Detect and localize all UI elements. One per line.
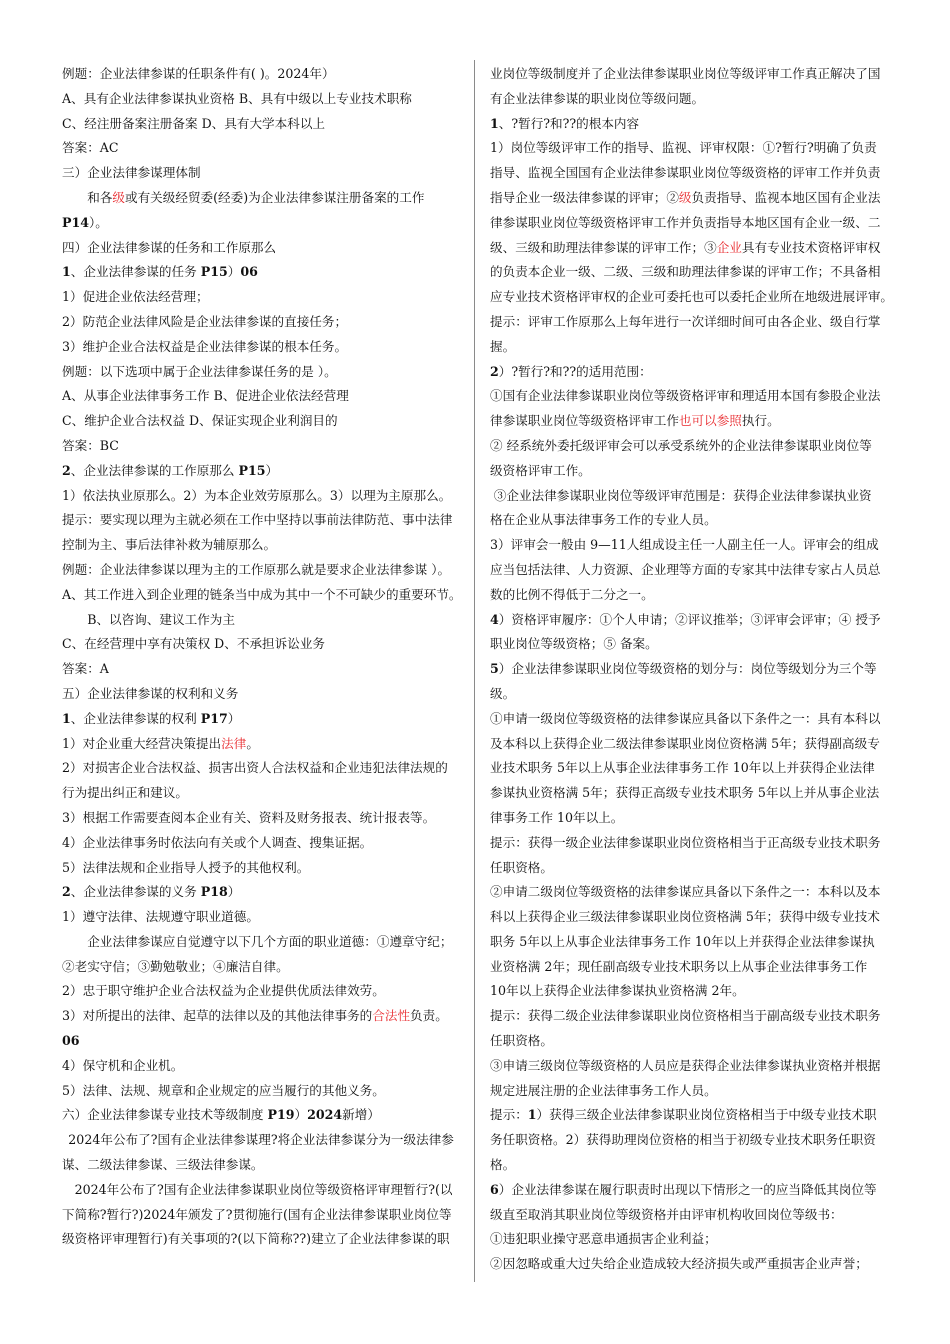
text-line <box>490 558 900 583</box>
highlighted-text: 企业 <box>716 239 742 255</box>
text-segment: 四）企业法律参谋的任务和工作原那么 <box>62 239 277 255</box>
text-segment: ）企业法律参谋在履行职责时出现以下情形之一的应当降低其岗位等 <box>498 1181 877 1197</box>
text-segment: 1 <box>62 264 71 280</box>
text-segment: 企业法律参谋应自觉遵守以下几个方面的职业道德：①遵章守纪； <box>87 933 453 949</box>
text-segment: 4）保守机和企业机。 <box>62 1057 184 1073</box>
text-segment: 及本科以上获得企业二级法律参谋职业岗位资格满 5年；获得副高级专 <box>490 735 880 751</box>
text-segment: 2）对损害企业合法权益、损害出资人合法权益和企业违犯法律法规的 <box>62 760 448 776</box>
text-line <box>490 955 900 980</box>
text-segment: 、企业法律参谋的任务 <box>70 264 201 280</box>
text-line <box>490 905 900 930</box>
text-segment: 4）企业法律事务时依法向有关或个人调查、搜集证据。 <box>62 834 373 850</box>
text-segment: A、其工作进入到企业理的链条当中成为其中一个不可缺少的重要环节。 <box>62 586 462 602</box>
text-line <box>62 87 470 112</box>
text-line <box>490 608 900 633</box>
text-segment: 行为提出纠正和建议。 <box>62 785 188 801</box>
text-segment: 律参谋职业岗位等级资格评审工作 <box>490 413 679 429</box>
text-segment: 格。 <box>490 1157 516 1173</box>
text-line <box>490 484 900 509</box>
text-line <box>62 260 470 285</box>
text-line <box>62 186 470 211</box>
text-segment: C、在经营理中享有决策权 D、不承担诉讼业务 <box>62 636 326 652</box>
text-line <box>62 533 470 558</box>
text-segment: C、维护企业合法权益 D、保证实现企业利润目的 <box>62 413 338 429</box>
text-segment: ） <box>265 462 279 478</box>
text-line <box>62 880 470 905</box>
text-line <box>62 905 470 930</box>
text-line <box>490 533 900 558</box>
text-segment: ② 经系统外委托级评审会可以承受系统外的企业法律参谋职业岗位等 <box>490 437 872 453</box>
text-segment: 3）根据工作需要查阅本企业有关、资料及财务报表、统计报表等。 <box>62 809 436 825</box>
text-segment: 指导企业一级法律参谋的评审；② <box>490 189 679 205</box>
text-line <box>62 1178 470 1203</box>
text-segment: ②申请二级岗位等级资格的法律参谋应具备以下条件之一：本科以及本 <box>490 884 881 900</box>
text-line <box>62 1203 470 1228</box>
text-segment: 业岗位等级制度并了企业法律参谋职业岗位等级评审工作真正解决了国 <box>490 66 881 81</box>
text-segment: 执行。 <box>741 413 780 429</box>
text-segment: 10年以上获得企业法律参谋执业资格满 2年。 <box>490 983 745 999</box>
text-segment: P15 <box>200 264 228 280</box>
text-segment: 数的比例不得低于二分之一。 <box>490 586 654 602</box>
text-line <box>62 1054 470 1079</box>
text-segment: ③申请三级岗位等级资格的人员应是获得企业法律参谋执业资格并根据 <box>490 1057 881 1073</box>
text-line <box>490 1203 900 1228</box>
text-line <box>490 508 900 533</box>
text-line <box>62 756 470 781</box>
text-segment: 答案：AC <box>62 140 119 156</box>
text-line <box>490 1079 900 1104</box>
text-segment: 、企业法律参谋的权利 <box>70 710 201 726</box>
text-segment: 6 <box>490 1181 499 1197</box>
column-divider <box>474 60 475 1282</box>
text-segment: 应专业技术资格评审权的企业可委托也可以委托企业所在地级进展评审。 <box>490 289 893 305</box>
text-segment: 负责。 <box>410 1008 448 1024</box>
text-segment: P19 <box>267 1107 295 1123</box>
text-line <box>490 1252 900 1277</box>
text-segment: 答案：BC <box>62 437 119 453</box>
text-segment: 例题：以下选项中属于企业法律参谋任务的是 ）。 <box>62 363 337 379</box>
text-line <box>490 707 900 732</box>
text-segment: P15 <box>238 462 266 478</box>
left-text-column <box>62 62 470 1252</box>
text-segment: 06 <box>62 1033 80 1049</box>
text-segment: 六）企业法律参谋专业技术等级制度 <box>62 1107 268 1123</box>
text-segment: 4 <box>490 611 499 627</box>
text-segment: 职务 5年以上从事企业法律事务工作 10年以上并获得企业法律参谋执 <box>490 933 875 949</box>
text-segment: 。 <box>246 735 259 751</box>
text-line <box>62 310 470 335</box>
text-segment: 06 <box>240 264 258 280</box>
text-segment: 2024年公布了?国有企业法律参谋职业岗位等级资格评审理暂行?(以 <box>74 1181 453 1197</box>
text-line <box>62 335 470 360</box>
text-line <box>490 136 900 161</box>
text-segment: ②老实守信；③勤勉敬业；④廉洁自律。 <box>62 958 289 974</box>
text-segment: 五）企业法律参谋的权利和义务 <box>62 685 239 701</box>
text-line <box>62 856 470 881</box>
text-segment: 2 <box>62 462 71 478</box>
text-segment: ①违犯职业操守恶意串通损害企业利益； <box>490 1231 717 1247</box>
text-line <box>490 732 900 757</box>
text-line <box>62 1128 470 1153</box>
text-segment: ） <box>227 884 241 900</box>
highlighted-text: 级 <box>678 189 692 205</box>
text-segment: 的负责本企业一级、二级、三级和助理法律参谋的评审工作；不具备相 <box>490 264 881 280</box>
text-segment: 、企业法律参谋的工作原那么 <box>70 462 239 478</box>
text-line <box>490 657 900 682</box>
text-segment: 例题：企业法律参谋以理为主的工作原那么就是要求企业法律参谋 ）。 <box>62 561 451 577</box>
text-segment: 提示： <box>490 1107 528 1123</box>
text-segment: 级资格评审理暂行)有关事项的?(以下简称??)建立了企业法律参谋的职 <box>62 1231 450 1247</box>
text-segment: 规定进展注册的企业法律事务工作人员。 <box>490 1082 717 1098</box>
text-segment: 任职资格。 <box>490 859 553 875</box>
text-line <box>490 112 900 137</box>
text-segment: 握。 <box>490 338 516 354</box>
text-line <box>62 285 470 310</box>
text-line <box>62 434 470 459</box>
text-line <box>490 161 900 186</box>
text-segment: ②因忽略或重大过失给企业造成较大经济损失或严重损害企业声誉； <box>490 1256 868 1272</box>
text-segment: 1）对企业重大经营决策提出 <box>62 735 222 751</box>
highlighted-text: 也可以参照 <box>678 413 742 429</box>
text-line <box>62 583 470 608</box>
text-line <box>62 558 470 583</box>
text-line <box>62 806 470 831</box>
text-segment: 提示：获得二级企业法律参谋职业岗位资格相当于副高级专业技术职务 <box>490 1008 881 1024</box>
text-line <box>490 236 900 261</box>
text-segment: 控制为主、事后法律补救为辅原那么。 <box>62 537 277 553</box>
text-segment: 3）评审会一般由 9—11人组成设主任一人副主任一人。评审会的组成 <box>490 537 879 553</box>
text-segment: ）企业法律参谋职业岗位等级资格的划分与：岗位等级划分为三个等 <box>498 661 877 677</box>
text-line <box>490 1103 900 1128</box>
text-segment: 三）企业法律参谋理体制 <box>62 165 201 181</box>
text-segment: 负责指导、监视本地区国有企业法 <box>691 189 881 205</box>
text-segment: 或有关级经贸委(经委)为企业法律参谋注册备案的工作 <box>124 189 425 205</box>
text-line <box>62 1153 470 1178</box>
text-segment: 例题：企业法律参谋的任职条件有( )。2024年） <box>62 66 335 81</box>
text-segment: ③企业法律参谋职业岗位等级评审范围是：获得企业法律参谋执业资 <box>493 487 872 503</box>
text-segment: ） <box>227 264 241 280</box>
text-line <box>490 781 900 806</box>
text-line <box>62 236 470 261</box>
text-segment: 2 <box>62 884 71 900</box>
text-segment: 1 <box>62 710 71 726</box>
text-line <box>490 310 900 335</box>
text-segment: ）。 <box>89 214 108 230</box>
right-text-column <box>490 62 900 1277</box>
text-segment: P17 <box>200 710 228 726</box>
text-segment: 3）维护企业合法权益是企业法律参谋的根本任务。 <box>62 338 348 354</box>
text-line <box>490 856 900 881</box>
text-line <box>490 583 900 608</box>
text-line <box>490 1004 900 1029</box>
text-line <box>62 831 470 856</box>
text-line <box>62 781 470 806</box>
text-segment: 、企业法律参谋的义务 <box>70 884 201 900</box>
text-line <box>62 1103 470 1128</box>
text-segment: 5 <box>490 661 499 677</box>
text-segment: 提示：获得一级企业法律参谋职业岗位资格相当于正高级专业技术职务 <box>490 834 881 850</box>
text-line <box>62 1079 470 1104</box>
text-line <box>490 285 900 310</box>
text-segment: 有企业法律参谋的职业岗位等级问题。 <box>490 90 705 106</box>
text-line <box>490 186 900 211</box>
text-segment: ①申请一级岗位等级资格的法律参谋应具备以下条件之一：具有本科以 <box>490 710 881 726</box>
text-segment: 任职资格。 <box>490 1033 553 1049</box>
text-line <box>490 632 900 657</box>
text-segment: 级、三级和助理法律参谋的评审工作；③ <box>490 239 717 255</box>
text-segment: 2）忠于职守维护企业合法权益为企业提供优质法律效劳。 <box>62 983 385 999</box>
text-segment: 律事务工作 10年以上。 <box>490 809 624 825</box>
text-segment: A、从事企业法律事务工作 B、促进企业依法经营理 <box>62 388 349 404</box>
text-segment: ） <box>227 710 241 726</box>
text-segment: ）资格评审履序：①个人申请；②评议推举；③评审会评审；④ 授予 <box>498 611 881 627</box>
text-line <box>62 1004 470 1029</box>
text-segment: ）?暂行?和??的适用范围： <box>498 363 652 379</box>
text-line <box>490 756 900 781</box>
text-line <box>490 87 900 112</box>
text-line <box>62 1227 470 1252</box>
text-line <box>62 508 470 533</box>
text-segment: 职业岗位等级资格；⑤ 备案。 <box>490 636 658 652</box>
highlighted-text: 法律 <box>221 735 247 751</box>
text-segment: 2）防范企业法律风险是企业法律参谋的直接任务； <box>62 313 348 329</box>
text-segment: 1）岗位等级评审工作的指导、监视、评审权限：①?暂行?明确了负责 <box>490 140 877 156</box>
text-line <box>490 62 900 87</box>
text-line <box>490 831 900 856</box>
text-segment: 2024年公布了?国有企业法律参谋理?将企业法律参谋分为一级法律参 <box>68 1132 454 1148</box>
text-segment: 1）遵守法律、法规遵守职业道德。 <box>62 909 259 925</box>
text-line <box>62 682 470 707</box>
text-line <box>490 1029 900 1054</box>
text-segment: P14 <box>62 214 89 230</box>
text-line <box>62 657 470 682</box>
highlighted-text: 级 <box>112 189 125 205</box>
text-segment: 格在企业从事法律事务工作的专业人员。 <box>490 512 717 528</box>
text-line <box>490 384 900 409</box>
text-segment: ）获得三级企业法律参谋职业岗位资格相当于中级专业技术职 <box>536 1107 877 1123</box>
text-segment: 提示：评审工作原那么上每年进行一次详细时间可由各企业、级自行掌 <box>490 313 881 329</box>
text-line <box>490 434 900 459</box>
text-segment: 下简称?暂行?)2024年颁发了?贯彻施行(国有企业法律参谋职业岗位等 <box>62 1206 452 1222</box>
highlighted-text: 合法性 <box>372 1008 411 1024</box>
text-line <box>62 1029 470 1054</box>
text-line <box>490 682 900 707</box>
text-line <box>62 409 470 434</box>
text-segment: 新增） <box>342 1107 380 1123</box>
text-segment: 3）对所提出的法律、起草的法律以及的其他法律事务的 <box>62 1008 373 1024</box>
text-line <box>490 930 900 955</box>
text-segment: 5）法律法规和企业指导人授予的其他权利。 <box>62 859 310 875</box>
text-line <box>490 260 900 285</box>
text-segment: 科以上获得企业三级法律参谋职业岗位资格满 5年；获得中级专业技术 <box>490 909 880 925</box>
text-line <box>490 1153 900 1178</box>
text-segment: 指导、监视全国国有企业法律参谋职业岗位等级资格的评审工作并负责 <box>490 165 881 181</box>
text-segment: 业技术职务 5年以上从事企业法律事务工作 10年以上并获得企业法律 <box>490 760 875 776</box>
text-line <box>490 1227 900 1252</box>
text-segment: 和各 <box>87 189 113 205</box>
text-line <box>62 632 470 657</box>
text-segment: 参谋执业资格满 5年；获得正高级专业技术职务 5年以上并从事企业法 <box>490 785 880 801</box>
text-line <box>62 707 470 732</box>
text-line <box>62 161 470 186</box>
text-segment: 务任职资格。2）获得助理岗位资格的相当于初级专业技术职务任职资 <box>490 1132 876 1148</box>
text-line <box>490 880 900 905</box>
text-segment: B、以咨询、建议工作为主 <box>87 611 235 627</box>
text-segment: 谋、二级法律参谋、三级法律参谋。 <box>62 1157 264 1173</box>
text-line <box>490 1054 900 1079</box>
text-segment: ①国有企业法律参谋职业岗位等级资格评审和理适用本国有参股企业法 <box>490 388 881 404</box>
text-line <box>62 360 470 385</box>
text-line <box>490 1178 900 1203</box>
text-segment: 律参谋职业岗位等级资格评审工作并负责指导本地区国有企业一级、二 <box>490 214 881 230</box>
text-segment: C、经注册备案注册备案 D、具有大学本科以上 <box>62 115 326 131</box>
text-segment: 1）依法执业原那么。2）为本企业效劳原那么。3）以理为主原那么。 <box>62 487 452 503</box>
text-segment: 应当包括法律、人力资源、企业理等方面的专家其中法律专家占人员总 <box>490 561 881 577</box>
text-segment: 级直至取消其职业岗位等级资格并由评审机构收回岗位等级书： <box>490 1206 843 1222</box>
text-segment: 5）法律、法规、规章和企业规定的应当履行的其他义务。 <box>62 1082 385 1098</box>
text-segment: 2024 <box>307 1107 343 1123</box>
text-segment: ） <box>294 1107 308 1123</box>
text-segment: A、具有企业法律参谋执业资格 B、具有中级以上专业技术职称 <box>62 90 412 106</box>
text-segment: 级。 <box>490 685 516 701</box>
text-segment: 具有专业技术资格评审权 <box>741 239 881 255</box>
text-segment: 1）促进企业依法经营理； <box>62 289 209 305</box>
text-segment: 提示：要实现以理为主就必须在工作中坚持以事前法律防范、事中法律 <box>62 512 453 528</box>
text-segment: P18 <box>200 884 228 900</box>
text-line <box>62 930 470 955</box>
text-segment: 、?暂行?和??的根本内容 <box>498 115 640 131</box>
text-segment: 1 <box>527 1107 537 1123</box>
text-line <box>62 955 470 980</box>
text-line <box>62 384 470 409</box>
text-segment: 业资格满 2年；现任副高级专业技术职务以上从事企业法律事务工作 <box>490 958 868 974</box>
text-line <box>490 360 900 385</box>
text-line <box>62 136 470 161</box>
text-line <box>490 409 900 434</box>
text-line <box>62 459 470 484</box>
text-line <box>490 1128 900 1153</box>
text-segment: 1 <box>490 115 499 131</box>
text-segment: 2 <box>490 363 499 379</box>
text-line <box>490 211 900 236</box>
text-line <box>490 459 900 484</box>
text-line <box>490 806 900 831</box>
text-line <box>62 62 470 87</box>
text-line <box>62 211 470 236</box>
text-segment: 答案：A <box>62 661 109 677</box>
text-line <box>62 979 470 1004</box>
text-line <box>62 112 470 137</box>
text-line <box>490 979 900 1004</box>
text-segment: 级资格评审工作。 <box>490 462 591 478</box>
text-line <box>62 732 470 757</box>
text-line <box>62 608 470 633</box>
text-line <box>62 484 470 509</box>
text-line <box>490 335 900 360</box>
